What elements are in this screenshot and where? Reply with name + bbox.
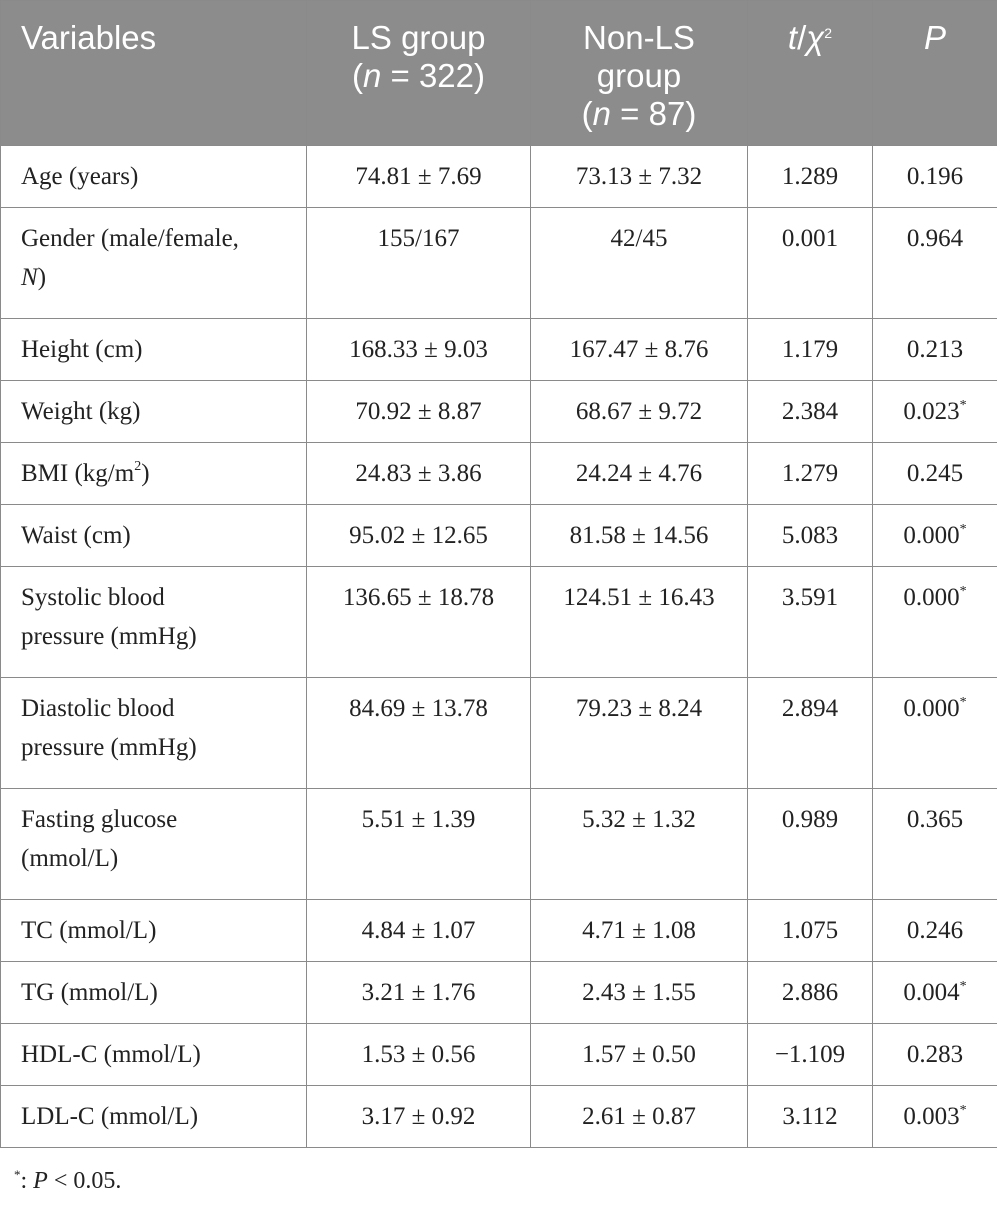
p-value: 0.000* [873,567,997,678]
ls-value: 1.53 ± 0.56 [307,1024,531,1086]
ls-value: 136.65 ± 18.78 [307,567,531,678]
stat-value: 2.384 [748,381,873,443]
row-label: LDL-C (mmol/L) [1,1086,307,1148]
row-label: Diastolic blood pressure (mmHg) [1,678,307,789]
row-label: TG (mmol/L) [1,962,307,1024]
non-ls-value: 2.61 ± 0.87 [531,1086,748,1148]
significance-mark: * [959,584,967,599]
header-ls-group: LS group (n = 322) [307,1,531,146]
row-label: Waist (cm) [1,505,307,567]
p-value: 0.003* [873,1086,997,1148]
p-value: 0.004* [873,962,997,1024]
non-ls-value: 4.71 ± 1.08 [531,900,748,962]
ls-value: 4.84 ± 1.07 [307,900,531,962]
non-ls-value: 79.23 ± 8.24 [531,678,748,789]
non-ls-value: 73.13 ± 7.32 [531,146,748,208]
row-label: Gender (male/female, N) [1,208,307,319]
row-label: Weight (kg) [1,381,307,443]
p-value: 0.196 [873,146,997,208]
row-label: Fasting glucose (mmol/L) [1,789,307,900]
table-header [1,1,997,146]
header-row [1,1,997,146]
non-ls-value: 1.57 ± 0.50 [531,1024,748,1086]
ls-value: 3.17 ± 0.92 [307,1086,531,1148]
stat-value: 0.001 [748,208,873,319]
table-row [1,319,997,381]
header-non-ls-group: Non-LS group (n = 87) [531,1,748,146]
p-value: 0.964 [873,208,997,319]
header-variables: Variables [1,1,307,146]
significance-mark: * [959,695,967,710]
ls-value: 70.92 ± 8.87 [307,381,531,443]
non-ls-value: 81.58 ± 14.56 [531,505,748,567]
ls-value: 5.51 ± 1.39 [307,789,531,900]
ls-value: 3.21 ± 1.76 [307,962,531,1024]
table-row [1,505,997,567]
stat-value: 1.179 [748,319,873,381]
ls-value: 155/167 [307,208,531,319]
table-row [1,381,997,443]
ls-value: 84.69 ± 13.78 [307,678,531,789]
p-value: 0.023* [873,381,997,443]
p-value: 0.213 [873,319,997,381]
significance-mark: * [959,979,967,994]
stat-value: 1.289 [748,146,873,208]
row-label: Age (years) [1,146,307,208]
table-row [1,567,997,678]
non-ls-value: 42/45 [531,208,748,319]
table-row [1,678,997,789]
ls-value: 95.02 ± 12.65 [307,505,531,567]
ls-value: 24.83 ± 3.86 [307,443,531,505]
significance-mark: * [959,398,967,413]
table-row [1,146,997,208]
p-value: 0.000* [873,505,997,567]
header-statistic: $t/\chi^2$ [748,1,873,146]
p-value: 0.365 [873,789,997,900]
row-label: Height (cm) [1,319,307,381]
stat-value: 0.989 [748,789,873,900]
row-label: BMI $(kg/m^2)$ [1,443,307,505]
non-ls-value: 24.24 ± 4.76 [531,443,748,505]
table-row [1,900,997,962]
stat-value: 3.591 [748,567,873,678]
table-row [1,443,997,505]
significance-mark: * [959,1103,967,1118]
ls-value: 74.81 ± 7.69 [307,146,531,208]
stat-value: 1.075 [748,900,873,962]
table-footnote: *: P < 0.05. [14,1167,122,1194]
table-row [1,1086,997,1148]
stat-value: 2.894 [748,678,873,789]
stat-value: 2.886 [748,962,873,1024]
p-value: 0.245 [873,443,997,505]
non-ls-value: 124.51 ± 16.43 [531,567,748,678]
non-ls-value: 68.67 ± 9.72 [531,381,748,443]
row-label: HDL-C (mmol/L) [1,1024,307,1086]
stat-value: −1.109 [748,1024,873,1086]
table-row [1,962,997,1024]
table-row [1,1024,997,1086]
p-value: 0.283 [873,1024,997,1086]
header-p: P [873,1,997,146]
stat-value: 1.279 [748,443,873,505]
row-label: TC (mmol/L) [1,900,307,962]
row-label: Systolic blood pressure (mmHg) [1,567,307,678]
table-row [1,789,997,900]
ls-value: 168.33 ± 9.03 [307,319,531,381]
non-ls-value: 167.47 ± 8.76 [531,319,748,381]
non-ls-value: 2.43 ± 1.55 [531,962,748,1024]
stat-value: 5.083 [748,505,873,567]
table-row [1,208,997,319]
non-ls-value: 5.32 ± 1.32 [531,789,748,900]
significance-mark: * [959,522,967,537]
table-body [1,146,997,1148]
p-value: 0.000* [873,678,997,789]
p-value: 0.246 [873,900,997,962]
stat-value: 3.112 [748,1086,873,1148]
